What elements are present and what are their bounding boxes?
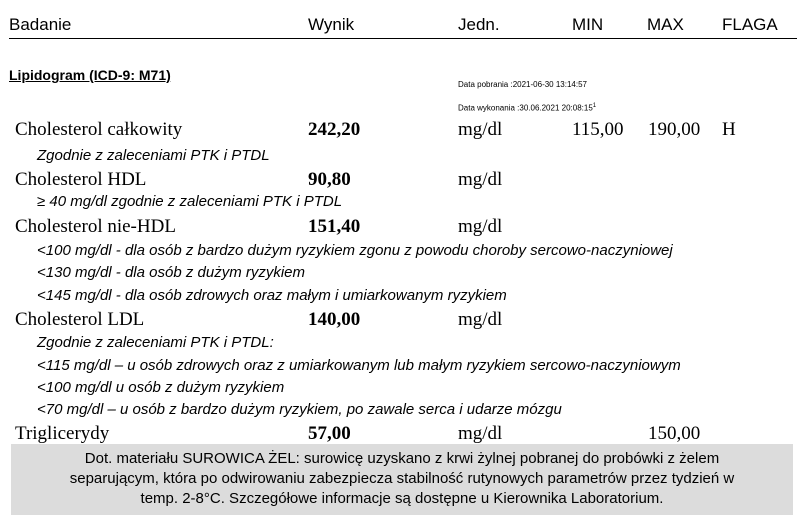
test-name: Cholesterol nie-HDL: [15, 216, 176, 237]
material-note: [11, 444, 793, 515]
column-header-max: MAX: [647, 15, 684, 34]
test-note: <100 mg/dl u osób z dużym ryzykiem: [37, 379, 285, 396]
test-unit: mg/dl: [458, 169, 503, 190]
test-note: Zgodnie z zaleceniami PTK i PTDL: [37, 147, 270, 164]
test-note: <115 mg/dl – u osób zdrowych oraz z umiarkowanym lub małym ryzykiem sercowo-naczyniowym: [37, 357, 681, 374]
material-note-line: Dot. materiału SUROWICA ŻEL: surowicę uzyskano z krwi żylnej pobranej do probówki z żelem: [84, 450, 720, 467]
column-header-min: MIN: [572, 15, 604, 34]
test-note: <70 mg/dl – u osób z bardzo dużym ryzykiem, po zawale serca i udarze mózgu: [37, 401, 562, 418]
header-divider: [9, 38, 797, 39]
test-min: 115,00: [572, 119, 624, 140]
test-name: Cholesterol HDL: [15, 169, 147, 190]
column-header-unit: Jedn.: [458, 15, 500, 34]
test-value: 57,00: [308, 423, 351, 444]
column-header-result: Wynik: [308, 15, 355, 34]
test-note: <145 mg/dl - dla osób zdrowych oraz małym i umiarkowanym ryzykiem: [37, 287, 507, 304]
material-note-line: temp. 2-8°C. Szczegółowe informacje są dostępne u Kierownika Laboratorium.: [140, 490, 664, 507]
performed-footnote-mark: 1: [592, 103, 597, 109]
test-max: 150,00: [648, 423, 701, 444]
column-header-flag: FLAGA: [722, 15, 778, 34]
test-note: <100 mg/dl - dla osób z bardzo dużym ryzykiem zgonu z powodu choroby sercowo-naczyniowej: [37, 242, 673, 259]
test-unit: mg/dl: [458, 119, 503, 140]
test-unit: mg/dl: [458, 309, 503, 330]
test-value: 151,40: [308, 216, 361, 237]
material-note-line: separującym, która po odwirowaniu zabezpiecza stabilność rutynowych parametrów przez tydzień w: [69, 470, 735, 487]
section-title: Lipidogram (ICD-9: M71): [9, 67, 171, 83]
test-name: Cholesterol całkowity: [15, 119, 183, 140]
column-header-test: Badanie: [9, 15, 72, 34]
performed-date: Data wykonania :30.06.2021 $20:08:15^1$: [458, 103, 597, 113]
test-value: 140,00: [308, 309, 361, 330]
test-note: Zgodnie z zaleceniami PTK i PTDL:: [37, 334, 274, 351]
test-value: 242,20: [308, 119, 361, 140]
test-max: 190,00: [648, 119, 701, 140]
test-flag: H: [722, 119, 736, 140]
test-name: Triglicerydy: [15, 423, 110, 444]
test-name: Cholesterol LDL: [15, 309, 145, 330]
test-unit: mg/dl: [458, 423, 503, 444]
test-unit: mg/dl: [458, 216, 503, 237]
test-value: 90,80: [308, 169, 351, 190]
collection-date: Data pobrania :2021-06-30 13:14:57: [458, 80, 587, 89]
test-note: <130 mg/dl - dla osób z dużym ryzykiem: [37, 264, 306, 281]
test-note: ≥ 40 mg/dl zgodnie z zaleceniami PTK i PTDL: [37, 193, 343, 210]
